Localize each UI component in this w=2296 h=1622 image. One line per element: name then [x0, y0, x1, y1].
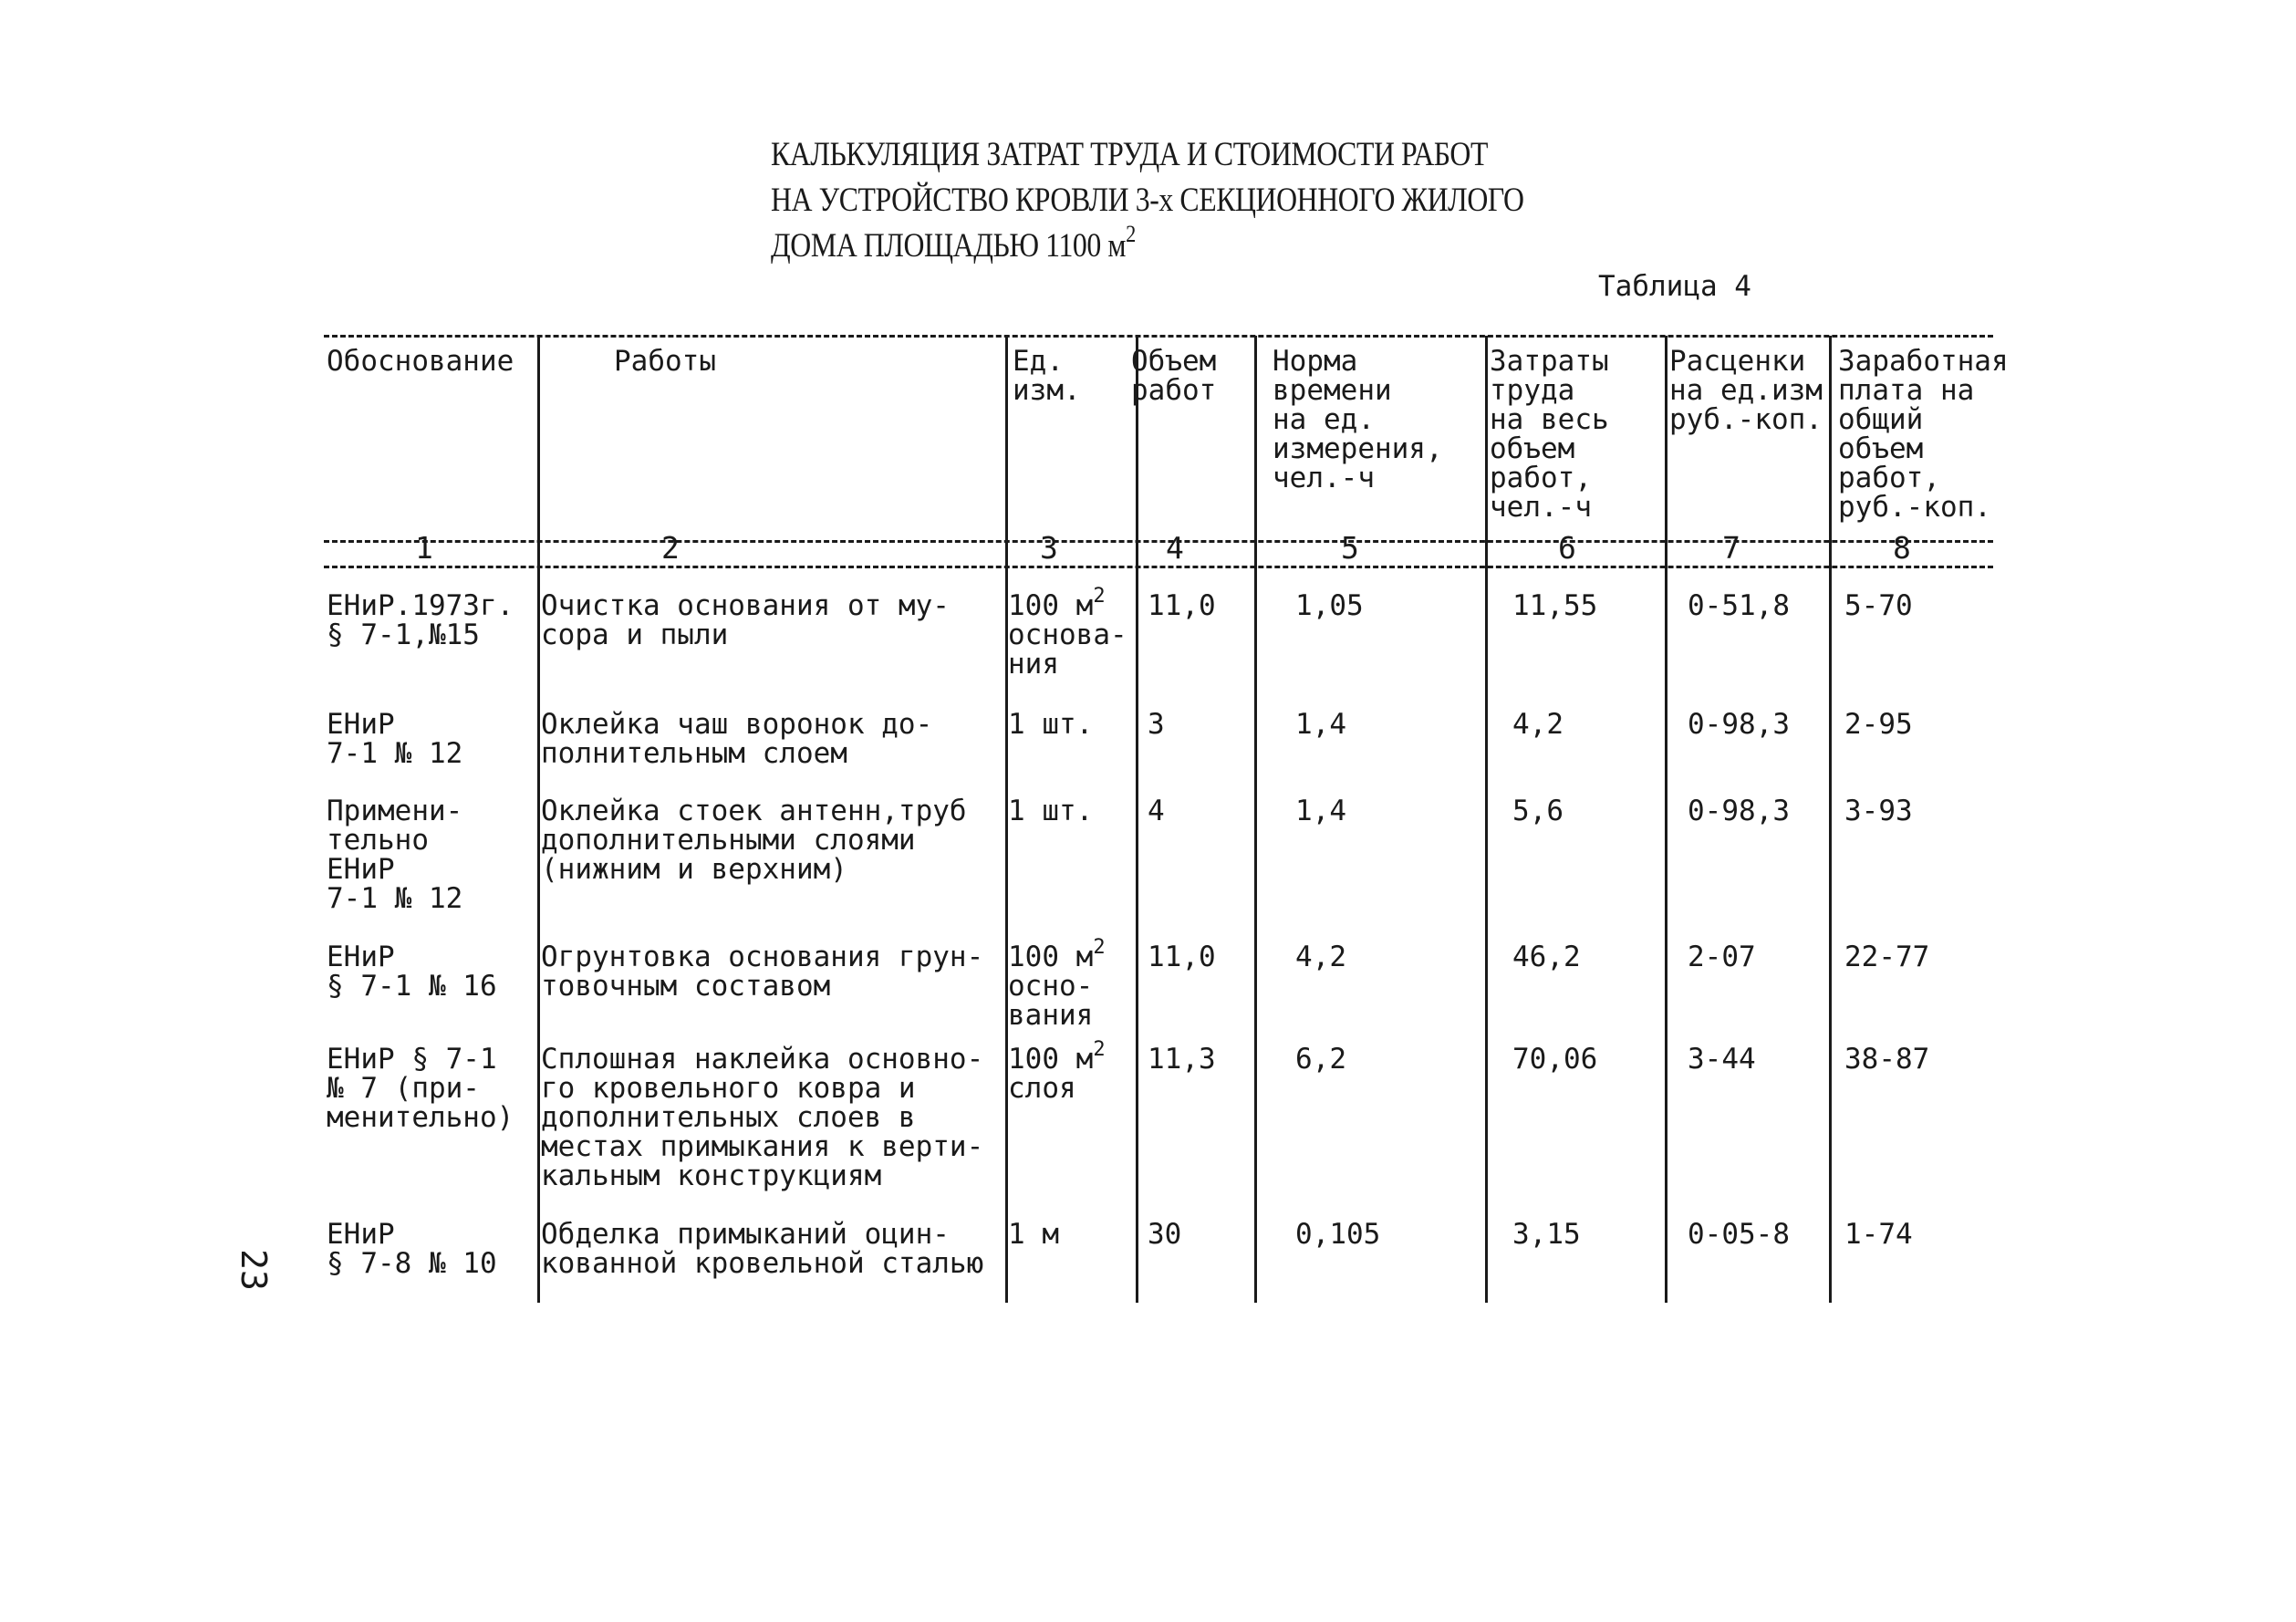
unit-continuation: осно- вания: [1008, 970, 1094, 1032]
cell-work: Оклейка чаш воронок до- полнительным слоем: [541, 708, 933, 770]
column-divider: [1665, 336, 1667, 1303]
cell-wage: 1-74: [1844, 1218, 1913, 1251]
table-label: Таблица 4: [1598, 270, 1751, 303]
cell-rate: 0-51,8: [1688, 589, 1790, 622]
unit-value: 1 шт.: [1008, 708, 1094, 741]
cell-rate: 3-44: [1688, 1043, 1756, 1076]
column-number: 6: [1558, 530, 1576, 566]
column-divider: [1254, 336, 1257, 1303]
cell-unit: [1008, 1038, 1106, 1105]
column-number: 1: [415, 530, 433, 566]
cell-norm: 1,4: [1295, 708, 1346, 741]
cell-wage: 5-70: [1844, 589, 1913, 622]
cell-volume: 11,0: [1148, 941, 1216, 973]
cell-labor: 4,2: [1512, 708, 1564, 741]
cell-norm: 6,2: [1295, 1043, 1346, 1076]
header-rate: Расценки на ед.изм руб.-коп.: [1669, 345, 1823, 436]
cell-volume: 11,3: [1148, 1043, 1216, 1076]
page-number: 23: [233, 1249, 274, 1291]
column-number: 7: [1722, 530, 1740, 566]
column-divider: [537, 336, 540, 1303]
cell-wage: 2-95: [1844, 708, 1913, 741]
cell-basis: ЕНиР 7-1 № 12: [327, 708, 463, 770]
cell-volume: 11,0: [1148, 589, 1216, 622]
unit-continuation: слоя: [1008, 1072, 1076, 1105]
table-top-rule: [324, 335, 1993, 338]
cell-wage: 3-93: [1844, 795, 1913, 827]
unit-value: 100 м: [1008, 589, 1094, 622]
cell-work: Оклейка стоек антенн,труб дополнительными слоями (нижним и верхним): [541, 795, 967, 886]
header-basis: Обоснование: [327, 345, 514, 378]
title-superscript: 2: [1126, 221, 1136, 247]
cell-labor: 70,06: [1512, 1043, 1598, 1076]
column-number: 8: [1893, 530, 1911, 566]
cell-unit: [1008, 710, 1093, 739]
header-bottom-rule: [324, 540, 1993, 543]
cell-unit: [1008, 585, 1127, 681]
unit-superscript: 2: [1093, 936, 1106, 959]
unit-value: 1 м: [1008, 1218, 1059, 1251]
unit-value: 1 шт.: [1008, 795, 1094, 827]
header-wage: Заработная плата на общий объем работ, руб.-коп.: [1838, 345, 2009, 524]
cell-work: Огрунтовка основания грун- товочным составом: [541, 941, 984, 1003]
header-labor: Затраты труда на весь объем работ, чел.-ч: [1490, 345, 1609, 524]
column-number: 4: [1166, 530, 1184, 566]
document-title: [771, 132, 1524, 269]
cell-basis: Примени- тельно ЕНиР 7-1 № 12: [327, 795, 463, 915]
cell-wage: 38-87: [1844, 1043, 1930, 1076]
unit-value: 100 м: [1008, 941, 1094, 973]
cell-basis: ЕНиР § 7-1 № 16: [327, 941, 497, 1003]
cell-basis: ЕНиР.1973г. § 7-1,№15: [327, 589, 514, 651]
cell-wage: 22-77: [1844, 941, 1930, 973]
cell-volume: 4: [1148, 795, 1165, 827]
header-unit: Ед. изм.: [1013, 345, 1081, 407]
title-line-2: НА УСТРОЙСТВО КРОВЛИ 3-х СЕКЦИОННОГО ЖИЛОГО: [771, 182, 1524, 219]
cell-work: Очистка основания от му- сора и пыли: [541, 589, 950, 651]
title-line-3: ДОМА ПЛОЩАДЬЮ 1100 $м^2$: [771, 221, 1136, 265]
cell-unit: [1008, 1220, 1059, 1249]
cell-labor: 3,15: [1512, 1218, 1581, 1251]
cell-volume: 3: [1148, 708, 1165, 741]
cell-rate: 0-98,3: [1688, 795, 1790, 827]
cell-work: Обделка примыканий оцин- кованной кровельной сталью: [541, 1218, 984, 1280]
cell-work: Сплошная наклейка основно- го кровельного ковра и дополнительных слоев в местах примыкания к верти- кальным конструкциям: [541, 1043, 984, 1192]
cell-rate: 0-05-8: [1688, 1218, 1790, 1251]
column-number: 2: [661, 530, 680, 566]
cell-volume: 30: [1148, 1218, 1182, 1251]
unit-continuation: основа- ния: [1008, 619, 1127, 681]
cell-labor: 11,55: [1512, 589, 1598, 622]
column-divider: [1136, 336, 1138, 1303]
column-number: 3: [1040, 530, 1058, 566]
cell-norm: 4,2: [1295, 941, 1346, 973]
title-line-1: КАЛЬКУЛЯЦИЯ ЗАТРАТ ТРУДА И СТОИМОСТИ РАБОТ: [771, 136, 1488, 173]
header-norm: Норма времени на ед. измерения, чел.-ч: [1273, 345, 1443, 494]
cell-norm: 0,105: [1295, 1218, 1381, 1251]
column-divider: [1485, 336, 1488, 1303]
colnum-bottom-rule: [324, 566, 1993, 568]
unit-superscript: 2: [1093, 1038, 1106, 1061]
column-number: 5: [1341, 530, 1359, 566]
cell-basis: ЕНиР § 7-1 № 7 (при- менительно): [327, 1043, 514, 1134]
cell-unit: [1008, 796, 1093, 826]
cell-rate: 2-07: [1688, 941, 1756, 973]
cell-norm: 1,4: [1295, 795, 1346, 827]
cell-labor: 46,2: [1512, 941, 1581, 973]
cell-basis: ЕНиР § 7-8 № 10: [327, 1218, 497, 1280]
header-volume: Объем работ: [1131, 345, 1217, 407]
cell-unit: [1008, 936, 1106, 1032]
cell-norm: 1,05: [1295, 589, 1364, 622]
header-work: Работы: [614, 345, 716, 378]
unit-value: 100 м: [1008, 1043, 1094, 1076]
cell-labor: 5,6: [1512, 795, 1564, 827]
column-divider: [1829, 336, 1832, 1303]
unit-superscript: 2: [1093, 585, 1106, 608]
cell-rate: 0-98,3: [1688, 708, 1790, 741]
